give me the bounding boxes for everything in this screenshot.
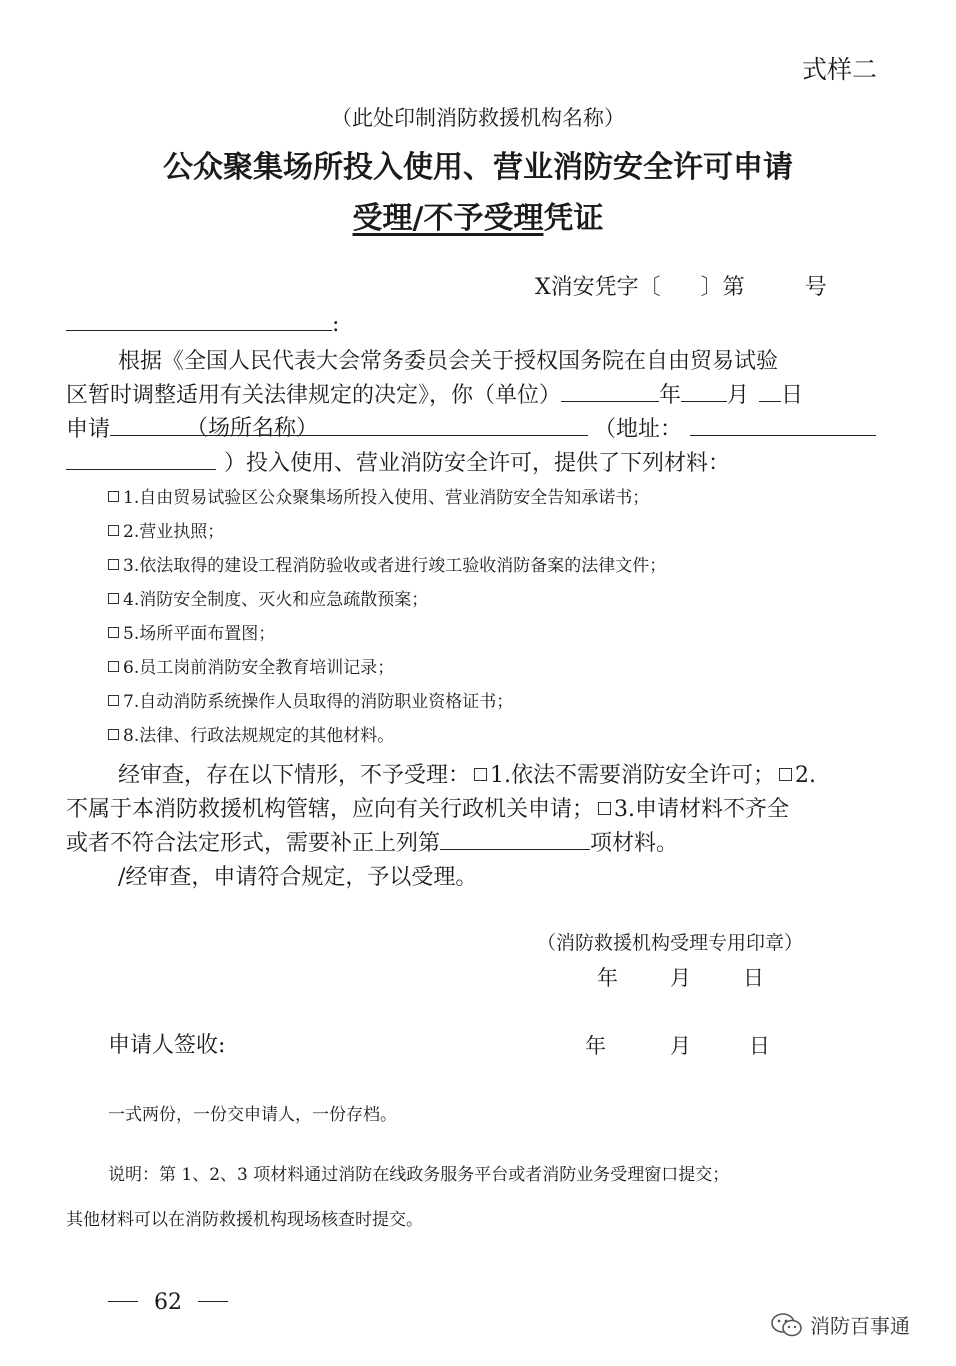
docno-bracket-close: 〕第 (700, 275, 745, 300)
para1-line1: 根据《全国人民代表大会常务委员会关于授权国务院在自由贸易试验 (118, 349, 779, 374)
review-line2: 不属于本消防救援机构管辖，应向有关行政机关申请； 3.申请材料不齐全 (66, 797, 790, 822)
material-item-1[interactable]: 1.自由贸易试验区公众聚集场所投入使用、营业消防安全告知承诺书； (108, 483, 649, 508)
para1-line3 (66, 412, 876, 443)
address-continued-field[interactable] (66, 447, 216, 470)
material-item-7[interactable]: 7.自动消防系统操作人员取得的消防职业资格证书； (108, 687, 513, 712)
review-line3: 或者不符合法定形式，需要补正上列第 项材料。 (66, 826, 678, 857)
title-slash: / (412, 201, 424, 236)
reject-option-1-checkbox[interactable] (474, 768, 487, 781)
checkbox-icon[interactable] (108, 661, 119, 672)
para1-line2-text: 区暂时调整适用有关法律规定的决定》，你（单位） (66, 383, 562, 408)
applicant-signature-label: 申请人签收: (108, 1033, 226, 1058)
sample-label: 式样二 (802, 55, 878, 84)
accept-line: /经审查，申请符合规定，予以受理。 (118, 865, 478, 890)
checkbox-icon[interactable] (108, 729, 119, 740)
document-title-line1: 公众聚集场所投入使用、营业消防安全许可申请 (163, 150, 793, 185)
address-field[interactable] (690, 413, 876, 436)
month-blank[interactable] (681, 379, 727, 402)
para1-line2 (66, 378, 803, 409)
reject-option-3-checkbox[interactable] (598, 802, 611, 815)
applicant-date: 年 月 日 (585, 1034, 770, 1058)
explanation-line1: 说明：第 1、2、3 项材料通过消防在线政务服务平台或者消防业务受理窗口提交； (108, 1165, 730, 1185)
missing-items-field[interactable] (440, 827, 590, 850)
docno-suffix: 号 (804, 275, 827, 300)
document-title-line2 (0, 193, 956, 237)
material-item-3[interactable]: 3.依法取得的建设工程消防验收或者进行竣工验收消防备案的法律文件； (108, 551, 666, 576)
month-label: 月 (727, 383, 750, 408)
material-item-8[interactable]: 8.法律、行政法规规定的其他材料。 (108, 721, 394, 746)
title-accept: 受理 (352, 201, 413, 236)
para1-line4 (66, 446, 730, 477)
review-line1: 经审查，存在以下情形，不予受理： 1.依法不需要消防安全许可； 2. (118, 763, 817, 788)
year-blank[interactable] (561, 379, 659, 402)
docno-prefix: X消安凭字〔 (535, 275, 661, 300)
explanation-line2: 其他材料可以在消防救援机构现场核查时提交。 (66, 1210, 423, 1230)
title-reject: 不予受理 (423, 201, 544, 236)
watermark-text: 消防百事通 (810, 1314, 910, 1338)
seal-date: 年 月 日 (597, 966, 764, 990)
day-label: 日 (781, 383, 804, 408)
checkbox-icon[interactable] (108, 695, 119, 706)
year-label: 年 (659, 383, 682, 408)
checkbox-icon[interactable] (108, 491, 119, 502)
checkbox-icon[interactable] (108, 627, 119, 638)
checkbox-icon[interactable] (108, 525, 119, 536)
address-label: （地址： (594, 417, 683, 442)
org-name-placeholder: （此处印制消防救援机构名称） (331, 106, 625, 130)
checkbox-icon[interactable] (108, 559, 119, 570)
para1-line4-text: ）投入使用、营业消防安全许可，提供了下列材料： (224, 451, 731, 476)
material-item-6[interactable]: 6.员工岗前消防安全教育培训记录； (108, 653, 394, 678)
wechat-icon (770, 1312, 804, 1338)
material-item-5[interactable]: 5.场所平面布置图； (108, 619, 275, 644)
day-blank[interactable] (759, 379, 781, 402)
material-item-2[interactable]: 2.营业执照； (108, 517, 224, 542)
page-number: 62 (92, 1290, 244, 1315)
checkbox-icon[interactable] (108, 593, 119, 604)
copies-note: 一式两份，一份交申请人，一份存档。 (108, 1105, 397, 1125)
addressee-blank[interactable] (66, 308, 332, 331)
addressee-line (66, 308, 339, 337)
reject-option-2-checkbox[interactable] (779, 768, 792, 781)
title-suffix: 凭证 (543, 201, 604, 236)
addressee-colon: : (332, 312, 340, 337)
document-number (535, 270, 827, 301)
venue-name-field[interactable] (110, 413, 588, 441)
material-item-4[interactable]: 4.消防安全制度、灭火和应急疏散预案； (108, 585, 428, 610)
apply-label: 申请 (66, 417, 111, 442)
watermark (770, 1310, 910, 1339)
venue-name-placeholder: （场所名称） (186, 416, 319, 441)
seal-label: （消防救援机构受理专用印章） (537, 932, 804, 954)
